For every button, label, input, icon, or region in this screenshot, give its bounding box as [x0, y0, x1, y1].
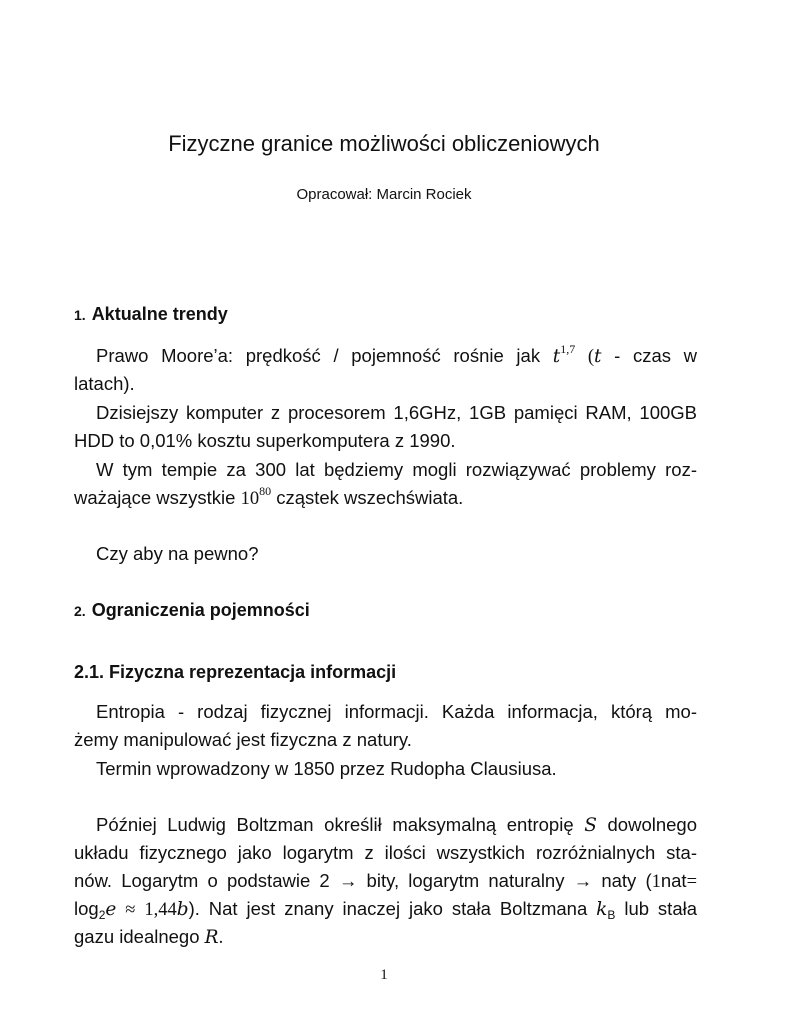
math-log-base: 2: [98, 908, 106, 922]
math-exponent: 1,7: [560, 342, 576, 356]
s21-p3-text-f: ). Nat jest znany inaczej jako stała Boltzmana: [188, 898, 588, 919]
s21-paragraph-3-line-5: [74, 926, 697, 949]
math-e: e: [105, 899, 117, 920]
document-title: Fizyczne granice możliwości obliczeniowych: [168, 131, 600, 156]
s1-paragraph-1-line-2: latach).: [74, 373, 135, 394]
s1-p1-text-a: Prawo Moore’a: prędkość / pojemność rośnie jak: [96, 345, 541, 366]
s21-p3-text-h: gazu idealnego: [74, 926, 200, 947]
math-t: t: [552, 346, 561, 367]
s21-p3-text-g: lub stała: [624, 898, 698, 919]
s1-question: Czy aby na pewno?: [96, 543, 259, 564]
section-1-number: 1.: [74, 307, 86, 323]
s1-paragraph-3-line-1: W tym tempie za 300 lat będziemy mogli rozwiązywać problemy roz-: [96, 459, 697, 480]
s1-p1-paren: (: [587, 347, 595, 367]
s21-p3-text-d: bity, logarytm naturalny: [366, 870, 565, 891]
page-number: 1: [380, 967, 388, 983]
section-2-number: 2.: [74, 603, 86, 619]
arrow-right-icon: →: [338, 872, 358, 892]
s21-paragraph-3-line-1: [96, 814, 697, 837]
s21-p3-period: .: [218, 928, 224, 948]
s21-paragraph-1-line-1: Entropia - rodzaj fizycznej informacji. Każda informacja, którą mo-: [96, 701, 697, 722]
s1-p1-text-c: - czas w: [614, 345, 698, 366]
section-2-1-heading: 2.1. Fizyczna reprezentacja informacji: [74, 662, 397, 682]
math-R: R: [204, 927, 219, 948]
s1-paragraph-3-line-2: [74, 484, 697, 510]
s1-paragraph-1-line-1: [96, 342, 698, 368]
math-t-2: t: [594, 346, 602, 367]
document-author: Opracował: Marcin Rociek: [296, 186, 472, 203]
math-b: b: [176, 899, 189, 920]
s21-p3-text-e: naty (: [601, 870, 652, 891]
section-2-title: Ograniczenia pojemności: [91, 600, 310, 620]
section-1-title: Aktualne trendy: [91, 304, 228, 324]
math-equals: =: [686, 872, 698, 892]
math-base-10: 10: [240, 489, 260, 509]
math-one: 1: [651, 872, 661, 892]
math-k: k: [596, 899, 608, 920]
s1-paragraph-2-line-2: HDD to 0,01% kosztu superkomputera z 1990.: [74, 430, 456, 451]
math-S: S: [584, 815, 597, 836]
s21-p3-text-a: Później Ludwig Boltzman określił maksymalną entropię: [96, 814, 574, 835]
arrow-right-icon: →: [573, 872, 593, 892]
s21-paragraph-1-line-2: żemy manipulować jest fizyczna z natury.: [74, 729, 412, 750]
math-approx: ≈: [125, 900, 136, 920]
s21-p3-text-c: nów. Logarytm o podstawie 2: [74, 870, 330, 891]
s21-paragraph-3-line-3: [74, 870, 697, 893]
math-value: 1,44: [144, 900, 177, 920]
math-log: log: [74, 898, 99, 919]
s21-paragraph-3-line-4: [74, 898, 697, 921]
section-1-heading: [74, 304, 228, 325]
s1-paragraph-2-line-1: Dzisiejszy komputer z procesorem 1,6GHz, 1GB pamięci RAM, 100GB: [96, 402, 697, 423]
s21-p3-nat: nat: [660, 870, 687, 891]
s1-p3-text-a: ważające wszystkie: [74, 487, 236, 508]
math-k-sub: B: [607, 908, 616, 922]
section-2-heading: [74, 600, 310, 621]
s1-p3-text-b: cząstek wszechświata.: [276, 487, 464, 508]
math-exponent-80: 80: [259, 484, 272, 498]
s21-p3-text-b: dowolnego: [607, 814, 697, 835]
s21-paragraph-2-line-1: Termin wprowadzony w 1850 przez Rudopha Clausiusa.: [96, 758, 557, 779]
s21-paragraph-3-line-2: układu fizycznego jako logarytm z ilości wszystkich rozróżnialnych sta-: [74, 842, 697, 863]
